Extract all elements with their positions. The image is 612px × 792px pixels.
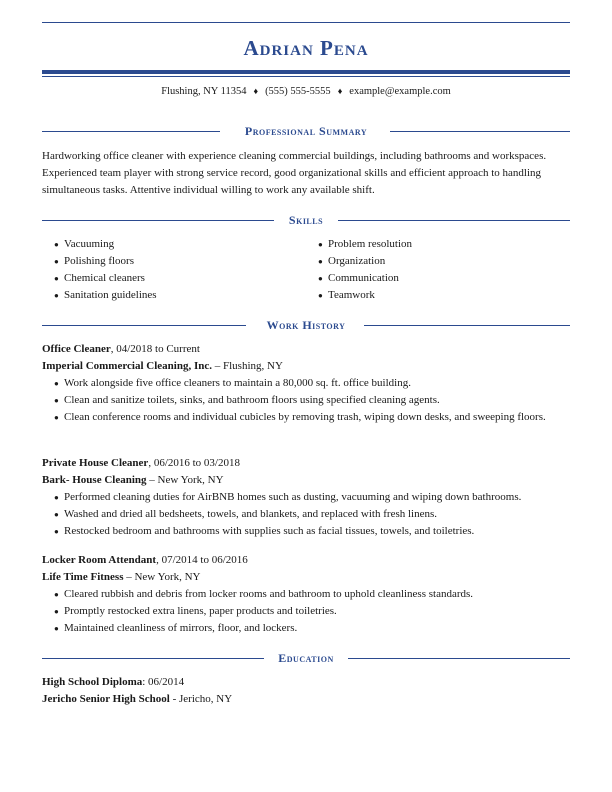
education-date: : 06/2014 — [142, 676, 185, 688]
section-header-summary — [42, 124, 570, 138]
bullet-icon: ● — [54, 396, 59, 405]
bullet-icon: ● — [54, 624, 59, 633]
job-bullet: ● Maintained cleanliness of mirrors, floor, and lockers. — [42, 620, 570, 637]
section-header-skills — [42, 213, 570, 227]
bullet-icon: ● — [54, 510, 59, 519]
job-bullet: ● Restocked bedroom and bathrooms with supplies such as facial tissues, towels, and toiletries. — [42, 523, 570, 540]
bullet-icon: ● — [54, 257, 59, 266]
job-bullet: ● Clean conference rooms and individual cubicles by removing trash, wiping down desks, and sweeping floors. — [42, 409, 570, 426]
job-company-line — [42, 569, 570, 586]
job-dates: , 06/2016 to 03/2018 — [148, 457, 240, 469]
job-entry — [42, 341, 570, 426]
skill-item: ● Chemical cleaners — [42, 270, 157, 287]
job-bullet: ● Washed and dried all bedsheets, towels, and blankets, and replaced with fresh linens. — [42, 506, 570, 523]
job-bullet: ● Performed cleaning duties for AirBNB homes such as dusting, vacuuming and wiping down bathrooms. — [42, 489, 570, 506]
diamond-separator-icon: ♦ — [253, 86, 259, 96]
job-location: – New York, NY — [146, 474, 224, 486]
bullet-icon: ● — [54, 493, 59, 502]
job-dates: , 07/2014 to 06/2016 — [156, 554, 248, 566]
name-divider-thin — [42, 76, 570, 77]
job-bullet: ● Clean and sanitize toilets, sinks, and bathroom floors using specified cleaning agents. — [42, 392, 570, 409]
job-location: – New York, NY — [123, 571, 201, 583]
top-divider — [42, 22, 570, 23]
job-location: – Flushing, NY — [211, 360, 283, 372]
skill-item: ● Sanitation guidelines — [42, 287, 157, 304]
bullet-icon: ● — [54, 240, 59, 249]
skills-column-right — [306, 236, 412, 304]
job-dates: , 04/2018 to Current — [110, 343, 200, 355]
job-role: Locker Room Attendant — [42, 554, 157, 566]
job-bullet: ● Promptly restocked extra linens, paper products and toiletries. — [42, 603, 570, 620]
job-company-line — [42, 358, 570, 375]
skill-item: ● Teamwork — [306, 287, 412, 304]
diamond-separator-icon: ♦ — [337, 86, 343, 96]
skills-column-left — [42, 236, 157, 304]
job-role: Office Cleaner — [42, 343, 111, 355]
job-bullet: ● Cleared rubbish and debris from locker rooms and bathroom to uphold cleanliness standards. — [42, 586, 570, 603]
bullet-icon: ● — [54, 379, 59, 388]
summary-text: Hardworking office cleaner with experience cleaning commercial buildings, including bathrooms and workspaces. Experienced team player with strong service record, good organizational skills and efficient approach to handling simultaneous tasks. Attentive individual willing to work any available shift. — [42, 150, 547, 196]
education-entry — [42, 674, 570, 708]
bullet-icon: ● — [54, 590, 59, 599]
job-company: Life Time Fitness — [42, 571, 124, 583]
bullet-icon: ● — [318, 240, 323, 249]
job-bullets — [42, 586, 570, 637]
job-company: Bark- House Cleaning — [42, 474, 147, 486]
section-title-skills: Skills — [288, 213, 324, 227]
job-entry — [42, 552, 570, 637]
skill-item: ● Organization — [306, 253, 412, 270]
education-location: - Jericho, NY — [169, 693, 233, 705]
job-entry — [42, 455, 570, 540]
job-title-line — [42, 341, 570, 358]
bullet-icon: ● — [54, 413, 59, 422]
section-title-work: Work History — [266, 318, 346, 332]
job-role: Private House Cleaner — [42, 457, 149, 469]
contact-line — [42, 86, 570, 97]
bullet-icon: ● — [54, 527, 59, 536]
job-bullets — [42, 489, 570, 540]
skill-item: ● Problem resolution — [306, 236, 412, 253]
section-title-education: Education — [278, 651, 334, 665]
education-degree: High School Diploma — [42, 676, 143, 688]
job-company: Imperial Commercial Cleaning, Inc. — [42, 360, 212, 372]
applicant-name: Adrian Pena — [243, 36, 369, 60]
bullet-icon: ● — [318, 291, 323, 300]
bullet-icon: ● — [54, 607, 59, 616]
contact-location: Flushing, NY 11354 — [161, 86, 247, 97]
skill-item: ● Communication — [306, 270, 412, 287]
education-degree-line — [42, 674, 570, 691]
contact-email: example@example.com — [349, 86, 451, 97]
skill-item: ● Vacuuming — [42, 236, 157, 253]
job-company-line — [42, 472, 570, 489]
section-header-work — [42, 318, 570, 332]
section-header-education — [42, 651, 570, 665]
job-title-line — [42, 455, 570, 472]
bullet-icon: ● — [54, 291, 59, 300]
contact-phone: (555) 555-5555 — [265, 86, 331, 97]
bullet-icon: ● — [54, 274, 59, 283]
name-divider-thick — [42, 70, 570, 74]
education-school-line — [42, 691, 570, 708]
education-school: Jericho Senior High School — [42, 693, 170, 705]
bullet-icon: ● — [318, 274, 323, 283]
job-title-line — [42, 552, 570, 569]
skill-item: ● Polishing floors — [42, 253, 157, 270]
job-bullet: ● Work alongside five office cleaners to maintain a 80,000 sq. ft. office building. — [42, 375, 570, 392]
section-title-summary: Professional Summary — [244, 124, 368, 138]
job-bullets — [42, 375, 570, 426]
bullet-icon: ● — [318, 257, 323, 266]
